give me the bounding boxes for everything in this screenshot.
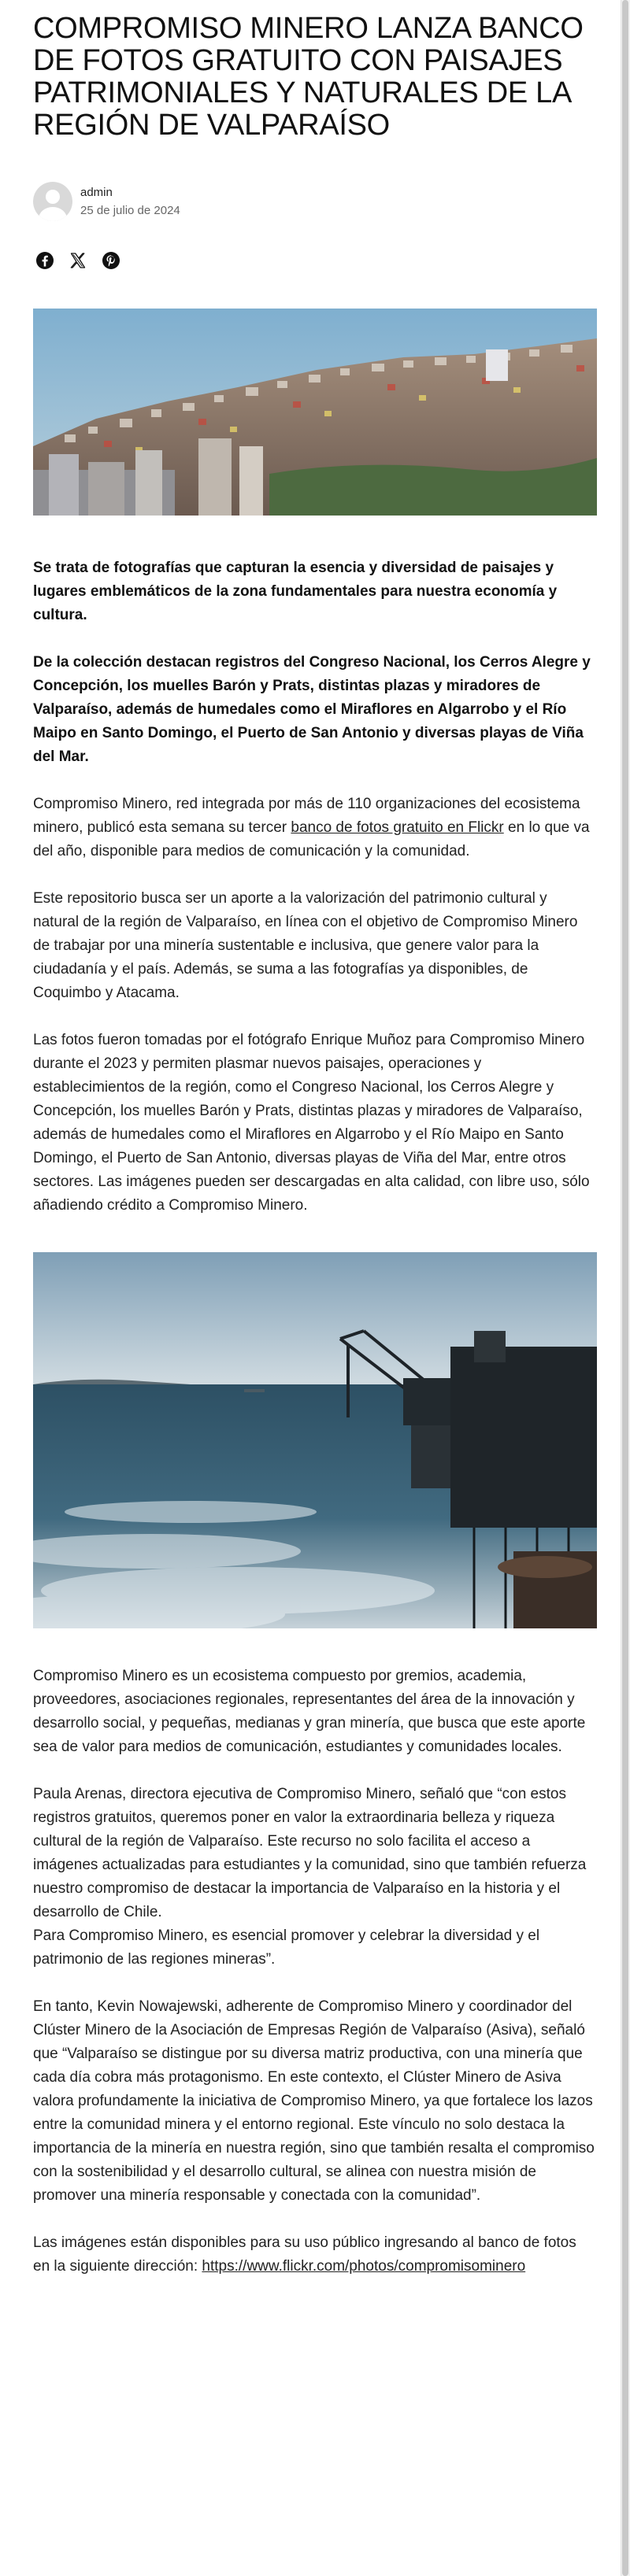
body-paragraph-5b: Para Compromiso Minero, es esencial promover y celebrar la diversidad y el patrimonio de las regiones mineras”. xyxy=(33,1927,540,1968)
pier-illustration xyxy=(33,1252,597,1628)
body-paragraph-1-end: en lo que va del año, disponible para medios de comunicación y la comunidad. xyxy=(33,819,590,859)
body-paragraph-2: Este repositorio busca ser un aporte a la valorización del patrimonio cultural y natural de la región de Valparaíso, en línea con el objetivo de Compromiso Minero de trabajar por una minería sustentable e inclusiva, que genere valor para la ciudadanía y el país. Además, se suma a las fotografías ya disponibles, de Coquimbo y Atacama. xyxy=(33,890,578,1001)
author-row xyxy=(33,181,597,222)
body-paragraph-1-start: Compromiso Minero, red integrada por más de 110 organizaciones del ecosistema minero, publicó esta semana su tercer xyxy=(33,796,580,836)
lead-paragraph-1: Se trata de fotografías que capturan la esencia y diversidad de paisajes y lugares emblemáticos de la zona fundamentales para nuestra economía y cultura. xyxy=(33,560,558,623)
quote-paula-arenas xyxy=(33,1783,597,1972)
lead-paragraph-2: De la colección destacan registros del Congreso Nacional, los Cerros Alegre y Concepción, los muelles Barón y Prats, distintas plazas y miradores de Valparaíso, además de humedales como el Miraflores en Algarrobo y el Río Maipo en Santo Domingo, el Puerto de San Antonio y diversas playas de Viña del Mar. xyxy=(33,654,591,765)
hero-image-valparaiso-hills xyxy=(33,309,597,516)
body-paragraph-3: Las fotos fueron tomadas por el fotógrafo Enrique Muñoz para Compromiso Minero durante el 2023 y permiten plasmar nuevos paisajes, operaciones y establecimientos de la región, como el Congreso Nacional, los Cerros Alegre y Concepción, los muelles Barón y Prats, distintas plazas y miradores de Valparaíso, además de humedales como el Miraflores en Algarrobo y el Río Maipo en Santo Domingo, el Puerto de San Antonio, diversas playas de Viña del Mar, entre otros sectores. Las imágenes pueden ser descargadas en alta calidad, con libre uso, sólo añadiendo crédito a Compromiso Minero. xyxy=(33,1032,590,1214)
x-icon[interactable] xyxy=(69,251,87,270)
author-name[interactable]: admin xyxy=(80,185,113,199)
body-paragraph-5a: Paula Arenas, directora ejecutiva de Compromiso Minero, señaló que “con estos registros gratuitos, queremos poner en valor la extraordinaria belleza y riqueza cultural de la región de Valparaíso. Este recurso no solo facilita el acceso a imágenes actualizadas para estudiantes y la comunidad, sino que también refuerza nuestro compromiso de destacar la importancia de Valparaíso en la historia y el desarrollo de Chile. xyxy=(33,1786,587,1920)
facebook-icon[interactable] xyxy=(35,251,54,270)
body-paragraph-7-start: Las imágenes están disponibles para su uso público ingresando al banco de fotos en la siguiente dirección: xyxy=(33,2234,576,2275)
avatar[interactable] xyxy=(33,182,72,221)
scrollbar-thumb[interactable] xyxy=(622,0,628,2576)
pinterest-icon[interactable] xyxy=(102,251,120,270)
post-date: 25 de julio de 2024 xyxy=(80,203,180,217)
hero-illustration xyxy=(33,309,597,516)
article xyxy=(33,0,597,2278)
share-row xyxy=(33,250,597,271)
flickr-bank-link[interactable]: banco de fotos gratuito en Flickr xyxy=(291,819,504,836)
avatar-head-icon xyxy=(46,190,60,204)
avatar-body-icon xyxy=(39,207,67,221)
article-title: COMPROMISO MINERO LANZA BANCO DE FOTOS GRATUITO CON PAISAJES PATRIMONIALES Y NATURALES DE LA REGIÓN DE VALPARAÍSO xyxy=(33,12,584,142)
pier-sea-image xyxy=(33,1252,597,1628)
flickr-url-link[interactable]: https://www.flickr.com/photos/compromisominero xyxy=(202,2258,526,2275)
body-paragraph-7 xyxy=(33,2231,597,2278)
body-paragraph-1 xyxy=(33,793,597,863)
body-paragraph-4: Compromiso Minero es un ecosistema compuesto por gremios, academia, proveedores, asociaciones regionales, representantes del área de la innovación y desarrollo social, y pequeñas, medianas y gran minería, que busca que este aporte sea de valor para medios de comunicación, estudiantes y comunidades locales. xyxy=(33,1668,586,1755)
author-meta xyxy=(80,185,180,219)
body-paragraph-6: En tanto, Kevin Nowajewski, adherente de Compromiso Minero y coordinador del Clúster Minero de la Asociación de Empresas Región de Valparaíso (Asiva), señaló que “Valparaíso se distingue por su diversa matriz productiva, con una minería que cada día cobra más protagonismo. En este contexto, el Clúster Minero de Asiva valora profundamente la iniciativa de Compromiso Minero, ya que fortalece los lazos entre la comunidad minera y el entorno regional. Este vínculo no solo destaca la importancia de la minería en nuestra región, sino que también resalta el compromiso con la sostenibilidad y el desarrollo cultural, se alinea con nuestra misión de promover una minería responsable y conectada con la comunidad”. xyxy=(33,1998,595,2204)
